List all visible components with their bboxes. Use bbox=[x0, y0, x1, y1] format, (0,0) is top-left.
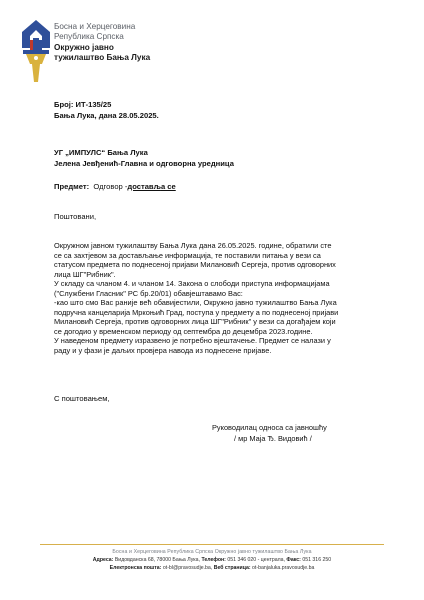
footer-contact-line bbox=[40, 556, 384, 564]
closing: С поштовањем, bbox=[54, 394, 110, 403]
footer-institution: Босна и Херцеговина Република Српска Окружно јавно тужилаштво Бања Лука bbox=[112, 549, 312, 555]
body-line: -као што смо Вас раније већ обавијестили, Окружно јавно тужилаштво Бања Лука bbox=[54, 298, 337, 307]
body-line: статусом предмета по поднесеној пријави Милановић Сергеја, против одговорних bbox=[54, 260, 336, 270]
footer-web[interactable]: ot-banjaluka.pravosudje.ba bbox=[252, 565, 315, 572]
subject-emphasis: достављ bbox=[127, 182, 161, 191]
body-paragraph-1 bbox=[54, 241, 382, 299]
signature-name: / мр Маја Ђ. Видовић / bbox=[234, 434, 312, 443]
footer-email[interactable]: ot-bl@pravosudje.ba, bbox=[162, 565, 213, 572]
prosecutor-office-logo bbox=[20, 18, 52, 84]
body-line: Милановић Сергеја, против одговорних лица ШГ"Рибник" у вези са догађајем који bbox=[54, 317, 336, 327]
body-line: Окружном јавном тужилаштву Бања Лука дана 26.05.2025. године, обратили сте bbox=[54, 241, 332, 250]
body-line: ("Службени Гласник" РС бр.20/01) обавјештавамо Вас: bbox=[54, 288, 243, 298]
footer-phone-label: Телефон: bbox=[201, 557, 226, 564]
footer-address: Видовданска 68, 78000 Бања Лука, bbox=[114, 557, 201, 564]
recipient-person: Јелена Јевђенић-Главна и одговорна уредница bbox=[54, 159, 234, 168]
greeting: Поштовани, bbox=[54, 212, 97, 221]
footer-email-label: Електронска пошта: bbox=[109, 565, 162, 572]
footer-divider bbox=[40, 544, 384, 545]
document-meta bbox=[54, 99, 159, 121]
signature-title: Руководилац односа са јавношћу bbox=[212, 423, 327, 432]
subject-line bbox=[54, 182, 176, 191]
subject-tail: а се bbox=[160, 182, 176, 191]
body-line: се догодио у временском периоду од септембра до децембра 2023.године. bbox=[54, 326, 313, 336]
footer-fax: 051 316 250 bbox=[302, 557, 332, 564]
body-line: У наведеном предмету изразвено је потребно вјештачење. Предмет се налази у bbox=[54, 336, 331, 346]
signature-block bbox=[212, 422, 327, 444]
document-date: Бања Лука, дана 28.05.2025. bbox=[54, 111, 159, 120]
subject-text: Одговор - bbox=[93, 182, 128, 191]
footer-phone: 051 346 020 - централа, bbox=[227, 557, 285, 564]
body-line: подручна канцеларија Мркоњић Град, поступа у предмету а по поднесеној пријави bbox=[54, 307, 339, 317]
document-number: Број: ИТ-135/25 bbox=[54, 100, 112, 109]
body-paragraph-2 bbox=[54, 298, 382, 356]
recipient-organization: УГ „ИМПУЛС“ Бања Лука bbox=[54, 148, 148, 157]
body-line: се са захтјевом за достављање информација, те поставили питања у вези са bbox=[54, 250, 321, 260]
institution-country: Босна и Херцеговина bbox=[54, 22, 136, 31]
footer-address-label: Адреса: bbox=[92, 557, 114, 564]
institution-name bbox=[54, 22, 150, 64]
institution-entity: Република Српска bbox=[54, 32, 124, 42]
subject-label: Предмет: bbox=[54, 182, 90, 191]
footer-fax-label: Факс: bbox=[286, 557, 301, 564]
body-line: раду и у фази је даљих провјера навода из поднесене пријаве. bbox=[54, 345, 272, 355]
institution-name-2: тужилаштво Бања Лука bbox=[54, 53, 151, 63]
recipient bbox=[54, 147, 234, 169]
body-line: лица ШГ"Рибник". bbox=[54, 269, 116, 279]
footer bbox=[40, 548, 384, 573]
footer-web-line bbox=[40, 564, 384, 572]
body-line: У складу са чланом 4. и чланом 14. Закона о слободи приступа информацијама bbox=[54, 279, 330, 289]
institution-name-1: Окружно јавно bbox=[54, 42, 114, 52]
footer-web-label: Веб страница: bbox=[213, 565, 251, 572]
